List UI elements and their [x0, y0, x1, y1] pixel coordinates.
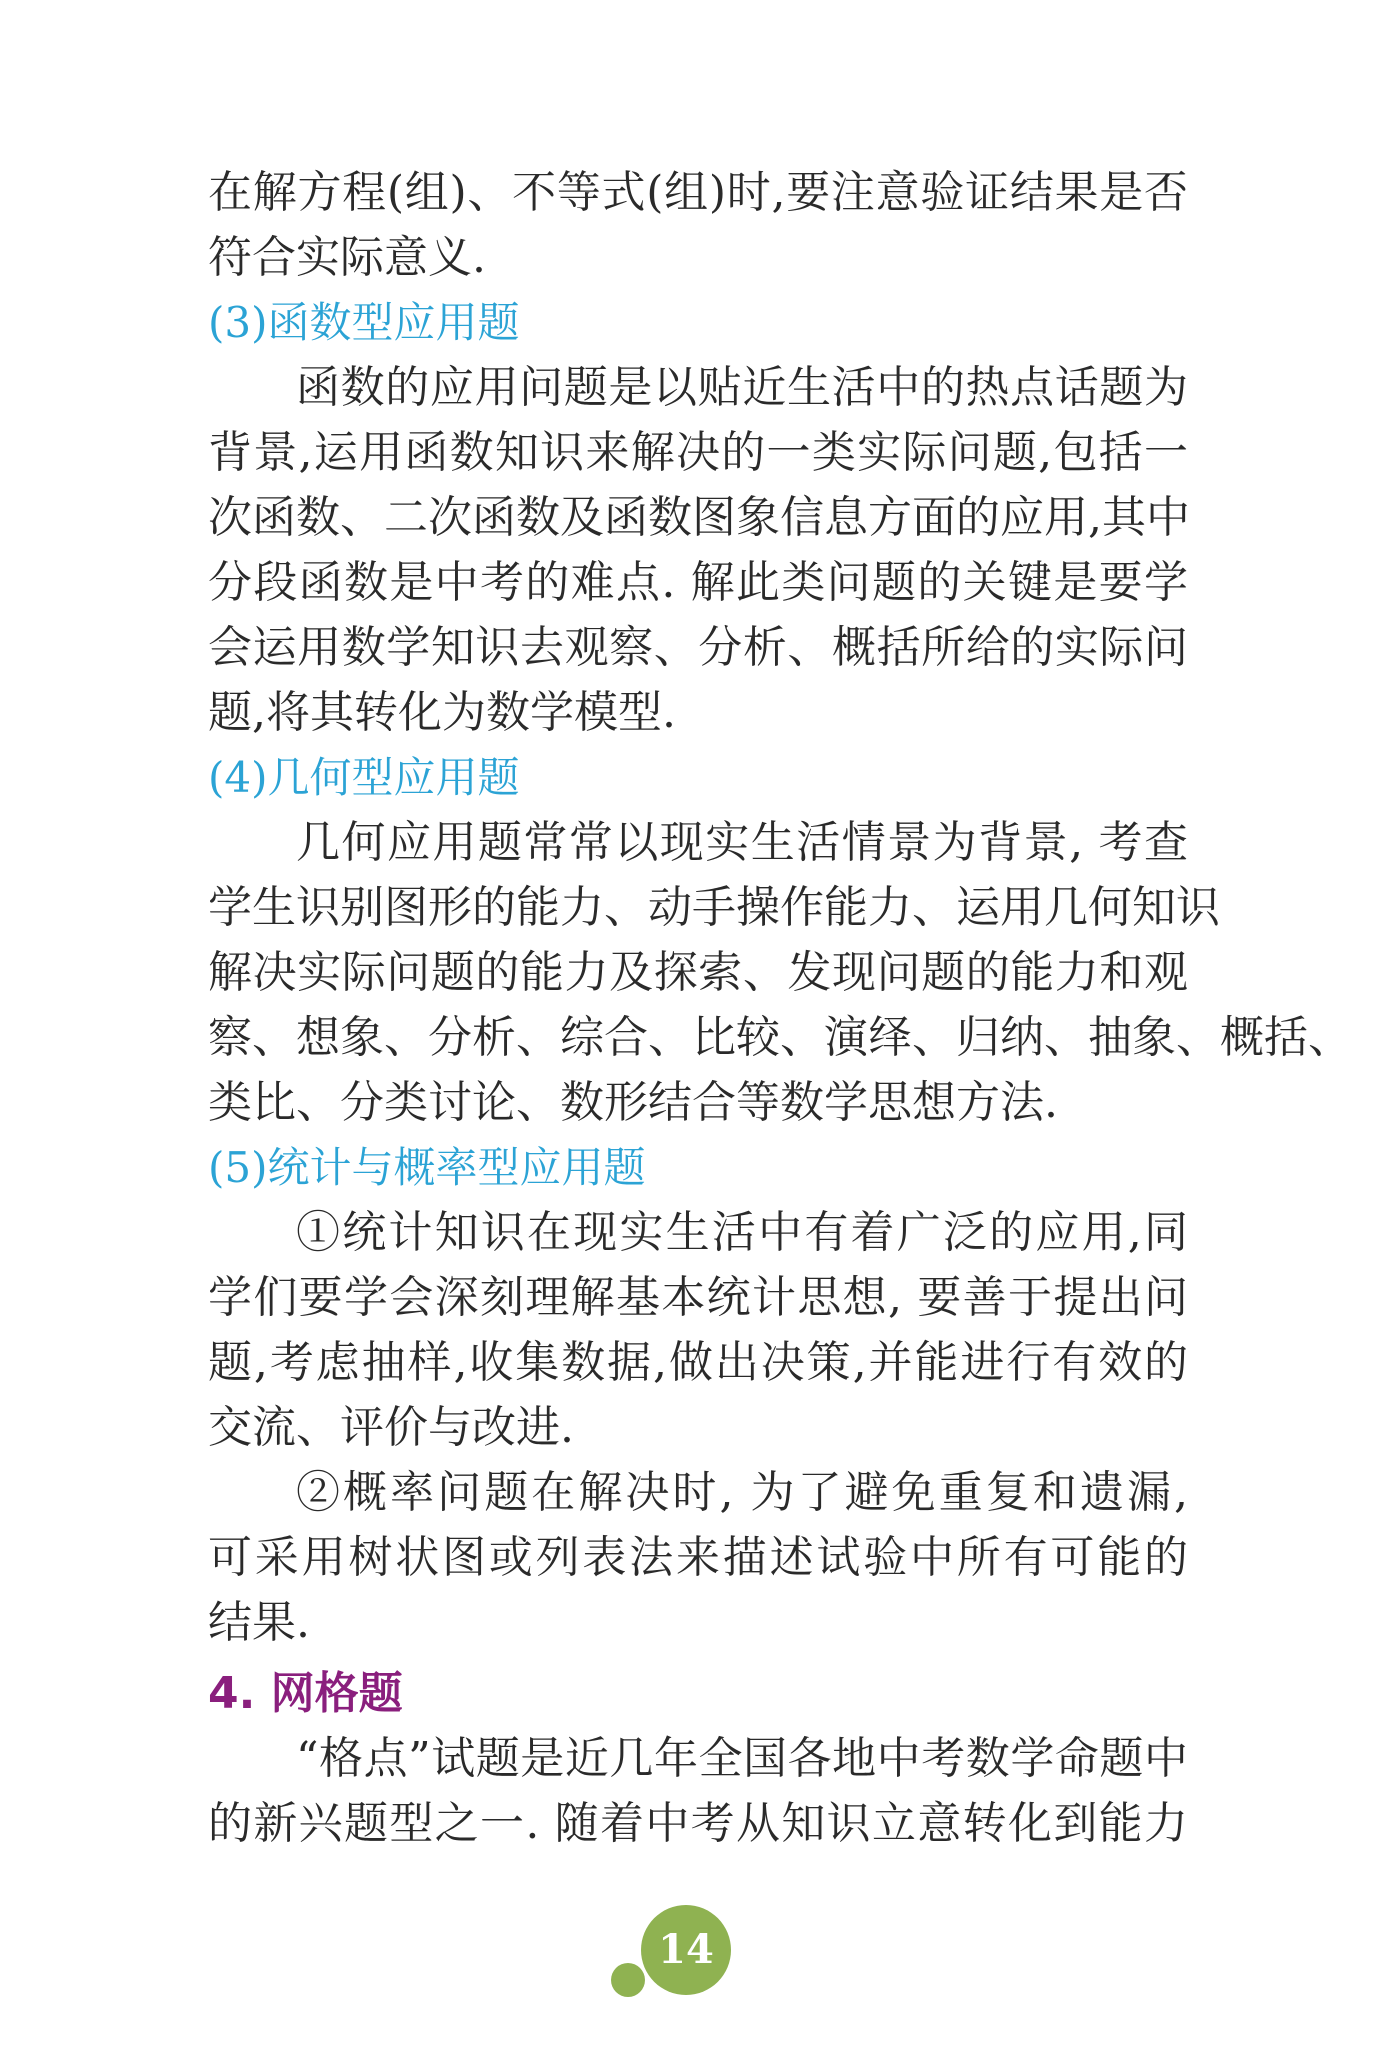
text-line: 会运用数学知识去观察、分析、概括所给的实际问 — [208, 622, 1188, 673]
text-line: 符合实际意义. — [208, 232, 486, 283]
section-heading-grid: 4. 网格题 — [208, 1668, 403, 1719]
text-line: 题,考虑抽样,收集数据,做出决策,并能进行有效的 — [208, 1337, 1188, 1388]
page-body — [208, 160, 1352, 1856]
grid-paragraph — [208, 1726, 1188, 1856]
text-line: 可采用树状图或列表法来描述试验中所有可能的 — [208, 1532, 1188, 1583]
text-line: 几何应用题常常以现实生活情景为背景, 考查 — [296, 817, 1188, 868]
statistics-point-1 — [208, 1200, 1188, 1460]
text-line: 函数的应用问题是以贴近生活中的热点话题为 — [296, 362, 1188, 413]
text-line: 分段函数是中考的难点. 解此类问题的关键是要学 — [208, 557, 1188, 608]
text-line: 解决实际问题的能力及探索、发现问题的能力和观 — [208, 947, 1188, 998]
subheading-statistics-type: (5)统计与概率型应用题 — [208, 1143, 646, 1192]
subheading-geometry-type: (4)几何型应用题 — [208, 753, 520, 802]
subheading-function-type: (3)函数型应用题 — [208, 298, 520, 347]
text-line: 背景,运用函数知识来解决的一类实际问题,包括一 — [208, 427, 1188, 478]
function-type-paragraph — [208, 355, 1188, 745]
geometry-type-paragraph — [208, 810, 1352, 1135]
text-line: 学们要学会深刻理解基本统计思想, 要善于提出问 — [208, 1272, 1188, 1323]
text-line: 题,将其转化为数学模型. — [208, 687, 676, 738]
page-number-dot-decoration — [611, 1963, 645, 1997]
text-line: 类比、分类讨论、数形结合等数学思想方法. — [208, 1077, 1058, 1128]
statistics-point-2 — [208, 1460, 1188, 1655]
text-line: “格点”试题是近几年全国各地中考数学命题中 — [296, 1733, 1188, 1784]
text-line: 次函数、二次函数及函数图象信息方面的应用,其中 — [208, 492, 1190, 543]
text-line: 的新兴题型之一. 随着中考从知识立意转化到能力 — [208, 1798, 1188, 1849]
text-line: ②概率问题在解决时, 为了避免重复和遗漏, — [296, 1467, 1188, 1518]
text-line: 在解方程(组)、不等式(组)时,要注意验证结果是否 — [208, 167, 1188, 218]
page-number-badge: 14 — [641, 1905, 731, 1995]
text-line: 结果. — [208, 1597, 310, 1648]
text-line: 交流、评价与改进. — [208, 1402, 574, 1453]
text-line: ①统计知识在现实生活中有着广泛的应用,同 — [296, 1207, 1188, 1258]
text-line: 学生识别图形的能力、动手操作能力、运用几何知识 — [208, 882, 1220, 933]
intro-paragraph — [208, 160, 1188, 290]
text-line: 察、想象、分析、综合、比较、演绎、归纳、抽象、概括、 — [208, 1012, 1352, 1063]
